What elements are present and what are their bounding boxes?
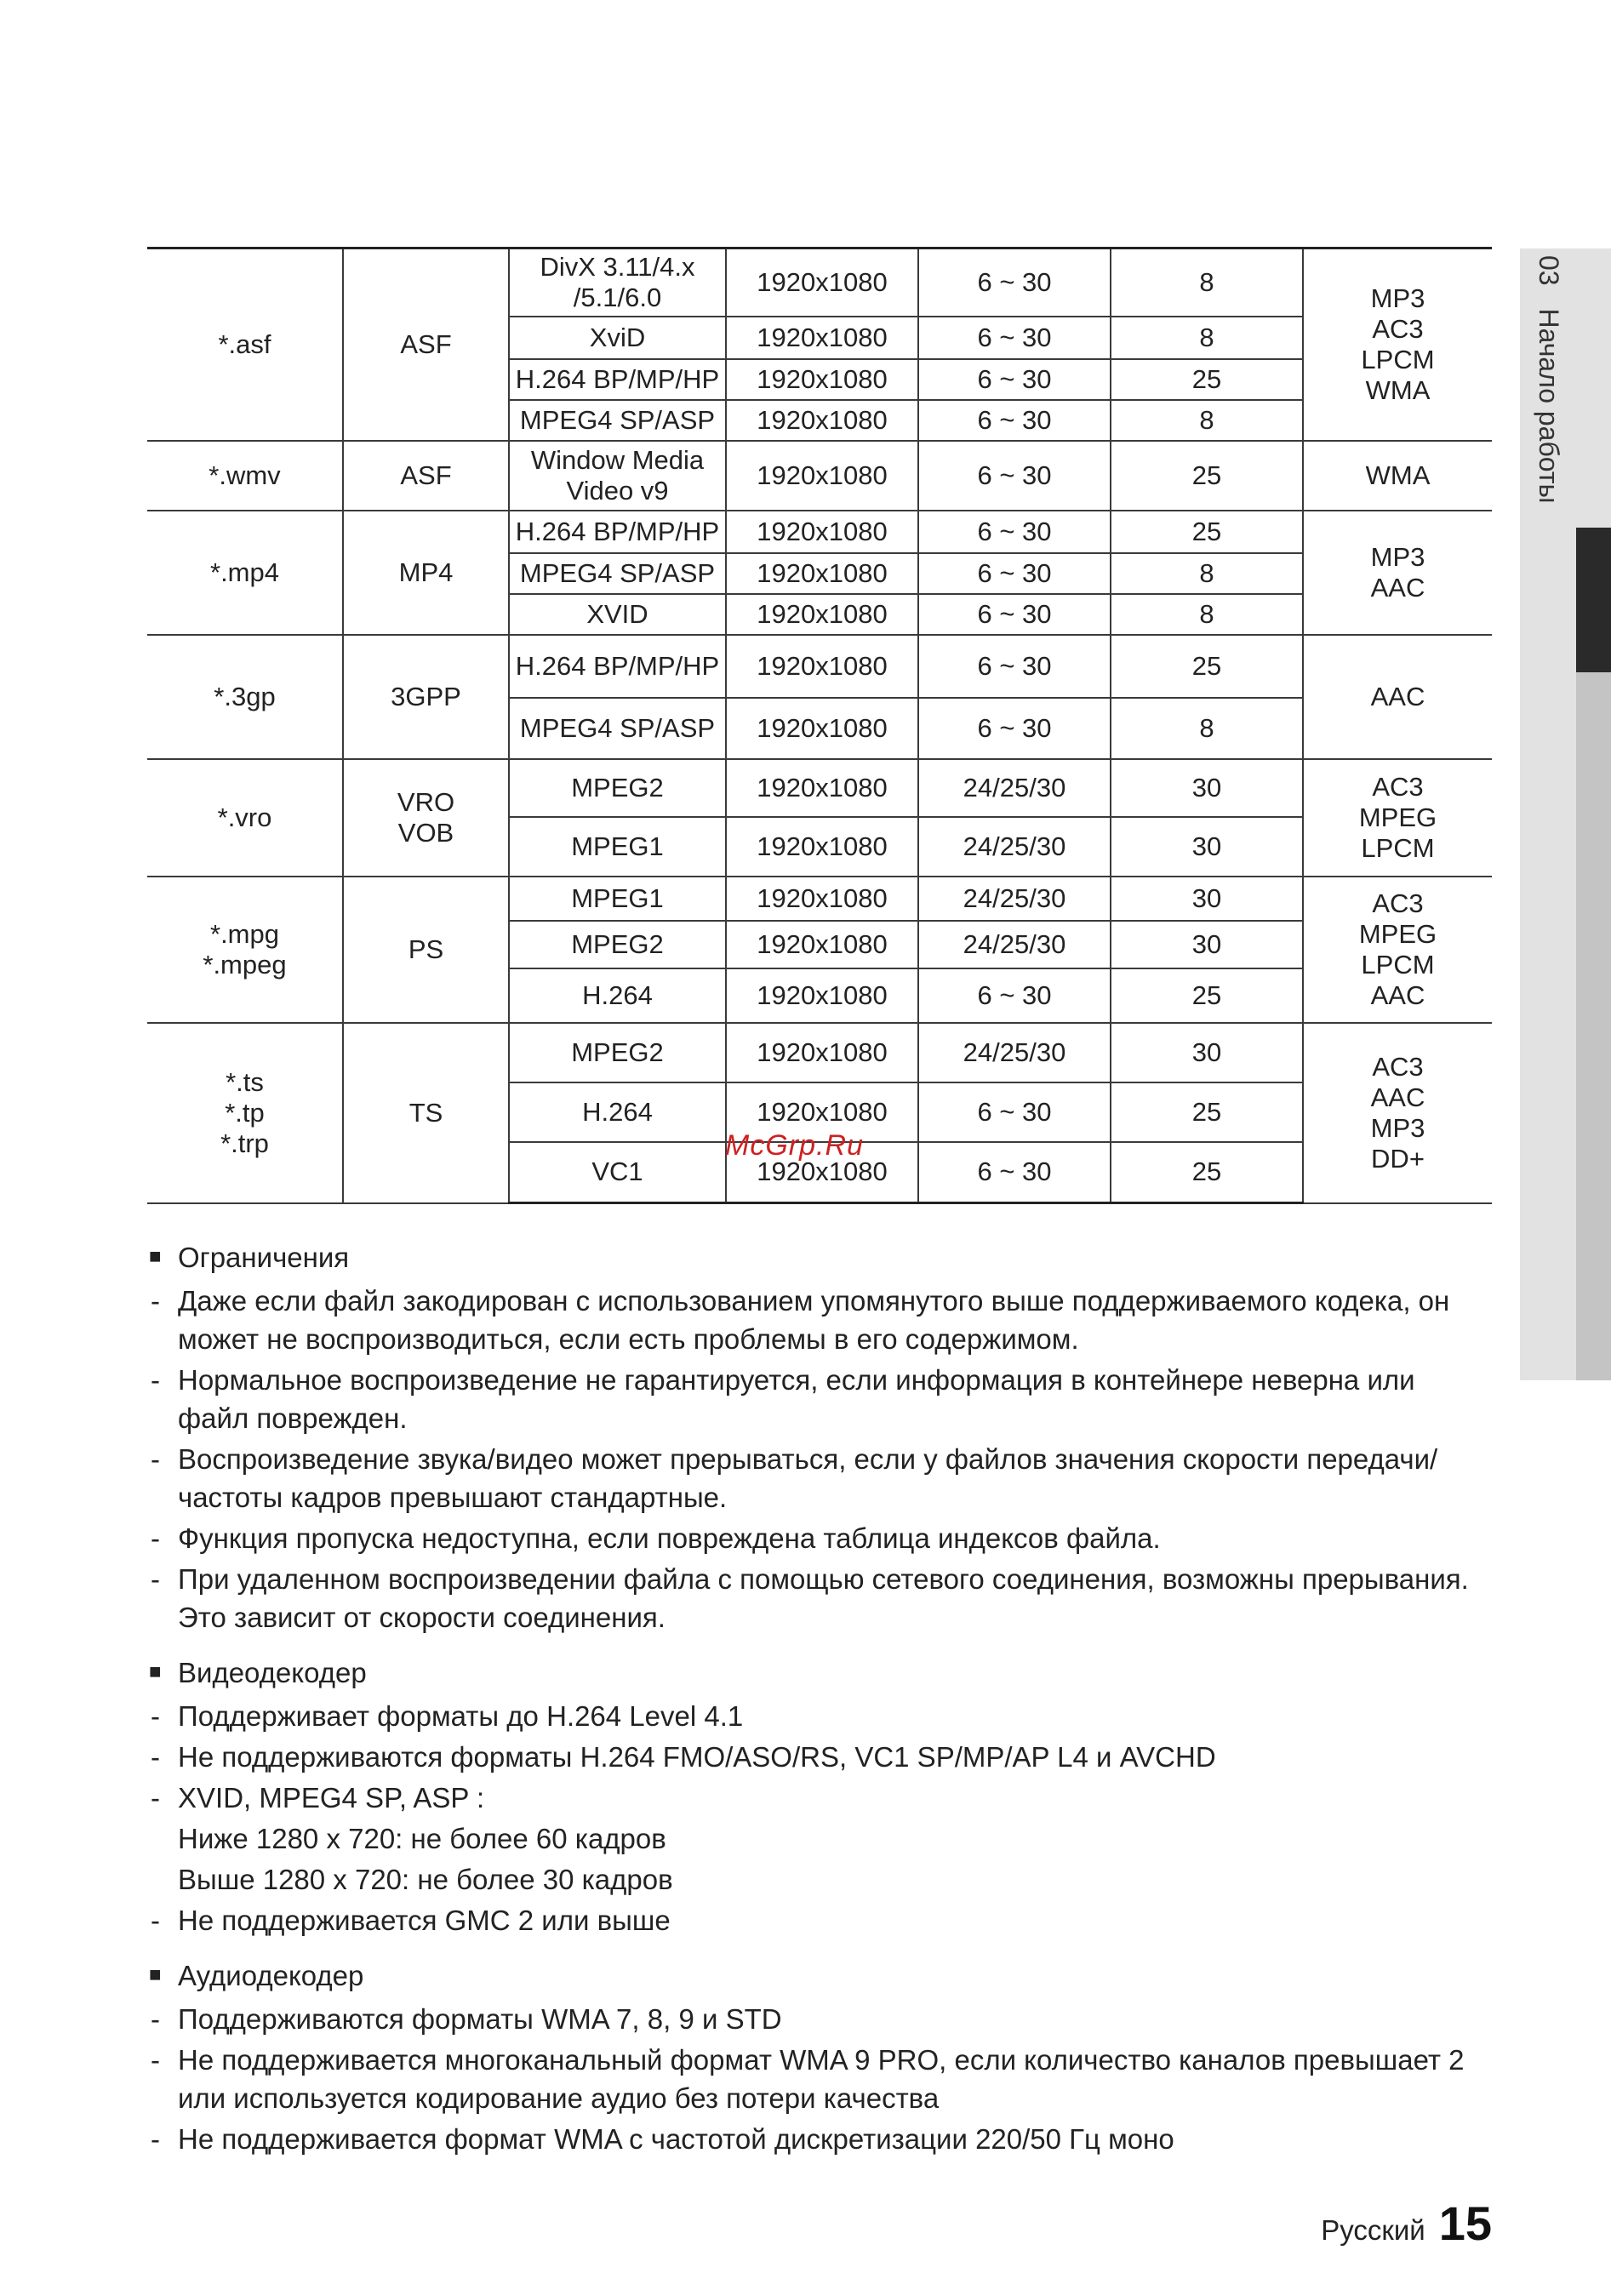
bit-rate-cell: 30 bbox=[1111, 759, 1303, 817]
video-codec-cell: MPEG4 SP/ASP bbox=[509, 553, 726, 594]
file-extension-cell: *.mp4 bbox=[147, 511, 343, 635]
frame-rate-cell: 6 ~ 30 bbox=[918, 635, 1111, 698]
table-row bbox=[147, 635, 1492, 698]
video-codec-cell: MPEG2 bbox=[509, 759, 726, 817]
list-item: - Поддерживаются форматы WMA 7, 8, 9 и STD bbox=[151, 2003, 782, 2035]
table-row bbox=[147, 441, 1492, 511]
bit-rate-cell: 30 bbox=[1111, 817, 1303, 877]
footer-language: Русский bbox=[1321, 2214, 1425, 2246]
video-codec-cell: XviD bbox=[509, 317, 726, 359]
file-extension-cell: *.asf bbox=[147, 248, 343, 441]
resolution-cell: 1920x1080 bbox=[726, 1082, 918, 1142]
frame-rate-cell: 6 ~ 30 bbox=[918, 594, 1111, 635]
audio-codec-cell: AC3 MPEG LPCM bbox=[1303, 759, 1492, 877]
resolution-cell: 1920x1080 bbox=[726, 441, 918, 511]
bit-rate-cell: 8 bbox=[1111, 317, 1303, 359]
resolution-cell: 1920x1080 bbox=[726, 1142, 918, 1203]
resolution-cell: 1920x1080 bbox=[726, 594, 918, 635]
bit-rate-cell: 8 bbox=[1111, 594, 1303, 635]
container-cell: PS bbox=[343, 877, 509, 1023]
video-codec-cell: MPEG4 SP/ASP bbox=[509, 400, 726, 441]
list-item: - Функция пропуска недоступна, если повреждена таблица индексов файла. bbox=[151, 1522, 1161, 1554]
container-cell: TS bbox=[343, 1023, 509, 1203]
container-cell: MP4 bbox=[343, 511, 509, 635]
notes-section bbox=[147, 1238, 1509, 2158]
resolution-cell: 1920x1080 bbox=[726, 248, 918, 317]
bit-rate-cell: 25 bbox=[1111, 635, 1303, 698]
chapter-number: 03 bbox=[1534, 255, 1564, 286]
list-item: - Не поддерживаются форматы H.264 FMO/ASO/RS, VC1 SP/MP/AP L4 и AVCHD bbox=[151, 1741, 1216, 1773]
bit-rate-cell: 25 bbox=[1111, 1082, 1303, 1142]
video-codec-cell: MPEG4 SP/ASP bbox=[509, 698, 726, 759]
supported-formats-table bbox=[147, 247, 1492, 1204]
frame-rate-cell: 6 ~ 30 bbox=[918, 359, 1111, 400]
list-item: - Нормальное воспроизведение не гарантируется, если информация в контейнере неверна или файл поврежден. bbox=[151, 1364, 1415, 1434]
page-footer bbox=[1321, 2196, 1492, 2251]
audio-codec-cell: MP3 AAC bbox=[1303, 511, 1492, 635]
resolution-cell: 1920x1080 bbox=[726, 511, 918, 553]
video-codec-cell: H.264 BP/MP/HP bbox=[509, 511, 726, 553]
table-row bbox=[147, 511, 1492, 553]
frame-rate-cell: 24/25/30 bbox=[918, 1023, 1111, 1082]
bit-rate-cell: 30 bbox=[1111, 877, 1303, 921]
bit-rate-cell: 30 bbox=[1111, 921, 1303, 968]
bit-rate-cell: 25 bbox=[1111, 511, 1303, 553]
bit-rate-cell: 8 bbox=[1111, 553, 1303, 594]
resolution-cell: 1920x1080 bbox=[726, 817, 918, 877]
container-cell: ASF bbox=[343, 441, 509, 511]
frame-rate-cell: 6 ~ 30 bbox=[918, 248, 1111, 317]
bit-rate-cell: 25 bbox=[1111, 441, 1303, 511]
chapter-tab-strip bbox=[1576, 672, 1611, 1380]
square-bullet-icon: ■ bbox=[149, 1660, 162, 1683]
watermark: McGrp.Ru bbox=[725, 1129, 864, 1162]
video-codec-cell: DivX 3.11/4.x /5.1/6.0 bbox=[509, 248, 726, 317]
frame-rate-cell: 24/25/30 bbox=[918, 921, 1111, 968]
file-extension-cell: *.wmv bbox=[147, 441, 343, 511]
list-subitem: Выше 1280 x 720: не более 30 кадров bbox=[178, 1864, 673, 1895]
video-decoder-title: ■ Видеодекодер bbox=[147, 1653, 1509, 1692]
container-cell: ASF bbox=[343, 248, 509, 441]
frame-rate-cell: 6 ~ 30 bbox=[918, 511, 1111, 553]
resolution-cell: 1920x1080 bbox=[726, 553, 918, 594]
audio-codec-cell: WMA bbox=[1303, 441, 1492, 511]
page-number: 15 bbox=[1438, 2196, 1492, 2250]
frame-rate-cell: 6 ~ 30 bbox=[918, 968, 1111, 1023]
list-item: - При удаленном воспроизведении файла с помощью сетевого соединения, возможны прерывания. Это зависит от скорости соединения. bbox=[151, 1563, 1469, 1633]
file-extension-cell: *.vro bbox=[147, 759, 343, 877]
square-bullet-icon: ■ bbox=[149, 1963, 162, 1986]
resolution-cell: 1920x1080 bbox=[726, 877, 918, 921]
audio-decoder-list bbox=[147, 2000, 1509, 2158]
video-codec-cell: MPEG2 bbox=[509, 1023, 726, 1082]
file-extension-cell: *.3gp bbox=[147, 635, 343, 759]
frame-rate-cell: 24/25/30 bbox=[918, 877, 1111, 921]
frame-rate-cell: 6 ~ 30 bbox=[918, 1082, 1111, 1142]
audio-codec-cell: AC3 MPEG LPCM AAC bbox=[1303, 877, 1492, 1023]
resolution-cell: 1920x1080 bbox=[726, 968, 918, 1023]
frame-rate-cell: 6 ~ 30 bbox=[918, 400, 1111, 441]
resolution-cell: 1920x1080 bbox=[726, 359, 918, 400]
restrictions-list bbox=[147, 1282, 1509, 1636]
bit-rate-cell: 8 bbox=[1111, 248, 1303, 317]
video-codec-cell: H.264 bbox=[509, 1082, 726, 1142]
audio-codec-cell: AC3 AAC MP3 DD+ bbox=[1303, 1023, 1492, 1203]
frame-rate-cell: 6 ~ 30 bbox=[918, 1142, 1111, 1203]
list-item: - Поддерживает форматы до H.264 Level 4.1 bbox=[151, 1700, 744, 1732]
frame-rate-cell: 24/25/30 bbox=[918, 817, 1111, 877]
frame-rate-cell: 6 ~ 30 bbox=[918, 553, 1111, 594]
table-row bbox=[147, 1023, 1492, 1082]
resolution-cell: 1920x1080 bbox=[726, 1023, 918, 1082]
list-item: - Не поддерживается формат WMA с частотой дискретизации 220/50 Гц моно bbox=[151, 2123, 1174, 2155]
chapter-title: Начало работы bbox=[1534, 308, 1564, 504]
audio-decoder-title: ■ Аудиодекодер bbox=[147, 1956, 1509, 1995]
frame-rate-cell: 6 ~ 30 bbox=[918, 317, 1111, 359]
audio-codec-cell: AAC bbox=[1303, 635, 1492, 759]
container-cell: 3GPP bbox=[343, 635, 509, 759]
video-codec-cell: H.264 bbox=[509, 968, 726, 1023]
restrictions-title: ■ Ограничения bbox=[147, 1238, 1509, 1277]
list-item: - Воспроизведение звука/видео может прерываться, если у файлов значения скорости передачи/ частоты кадров превышают стандартные. bbox=[151, 1443, 1438, 1513]
file-extension-cell: *.ts *.tp *.trp bbox=[147, 1023, 343, 1203]
list-subitem: Ниже 1280 x 720: не более 60 кадров bbox=[178, 1823, 666, 1854]
file-extension-cell: *.mpg *.mpeg bbox=[147, 877, 343, 1023]
frame-rate-cell: 24/25/30 bbox=[918, 759, 1111, 817]
resolution-cell: 1920x1080 bbox=[726, 921, 918, 968]
bit-rate-cell: 30 bbox=[1111, 1023, 1303, 1082]
list-item: - Не поддерживается многоканальный формат WMA 9 PRO, если количество каналов превышает 2 или используется кодирование аудио без потери качества bbox=[151, 2044, 1465, 2114]
video-codec-cell: MPEG1 bbox=[509, 817, 726, 877]
frame-rate-cell: 6 ~ 30 bbox=[918, 441, 1111, 511]
chapter-tab-marker bbox=[1576, 528, 1611, 672]
bit-rate-cell: 8 bbox=[1111, 698, 1303, 759]
video-codec-cell: MPEG1 bbox=[509, 877, 726, 921]
resolution-cell: 1920x1080 bbox=[726, 759, 918, 817]
table-row bbox=[147, 248, 1492, 317]
bit-rate-cell: 25 bbox=[1111, 968, 1303, 1023]
resolution-cell: 1920x1080 bbox=[726, 635, 918, 698]
video-codec-cell: VC1 bbox=[509, 1142, 726, 1203]
bit-rate-cell: 8 bbox=[1111, 400, 1303, 441]
chapter-label bbox=[1522, 255, 1564, 562]
container-cell: VRO VOB bbox=[343, 759, 509, 877]
video-codec-cell: H.264 BP/MP/HP bbox=[509, 635, 726, 698]
bit-rate-cell: 25 bbox=[1111, 359, 1303, 400]
list-item: - Не поддерживается GMC 2 или выше bbox=[151, 1905, 671, 1936]
resolution-cell: 1920x1080 bbox=[726, 317, 918, 359]
video-decoder-list bbox=[147, 1697, 1509, 1939]
table-row bbox=[147, 759, 1492, 817]
square-bullet-icon: ■ bbox=[149, 1245, 162, 1268]
list-item: - Даже если файл закодирован с использованием упомянутого выше поддерживаемого кодека, он может не воспроизводиться, если есть проблемы в его содержимом. bbox=[151, 1285, 1450, 1355]
list-item: - XVID, MPEG4 SP, ASP : bbox=[151, 1782, 485, 1813]
table-row bbox=[147, 877, 1492, 921]
resolution-cell: 1920x1080 bbox=[726, 400, 918, 441]
video-codec-cell: H.264 BP/MP/HP bbox=[509, 359, 726, 400]
audio-codec-cell: MP3 AC3 LPCM WMA bbox=[1303, 248, 1492, 441]
video-codec-cell: XVID bbox=[509, 594, 726, 635]
frame-rate-cell: 6 ~ 30 bbox=[918, 698, 1111, 759]
resolution-cell: 1920x1080 bbox=[726, 698, 918, 759]
video-codec-cell: MPEG2 bbox=[509, 921, 726, 968]
bit-rate-cell: 25 bbox=[1111, 1142, 1303, 1203]
video-codec-cell: Window Media Video v9 bbox=[509, 441, 726, 511]
